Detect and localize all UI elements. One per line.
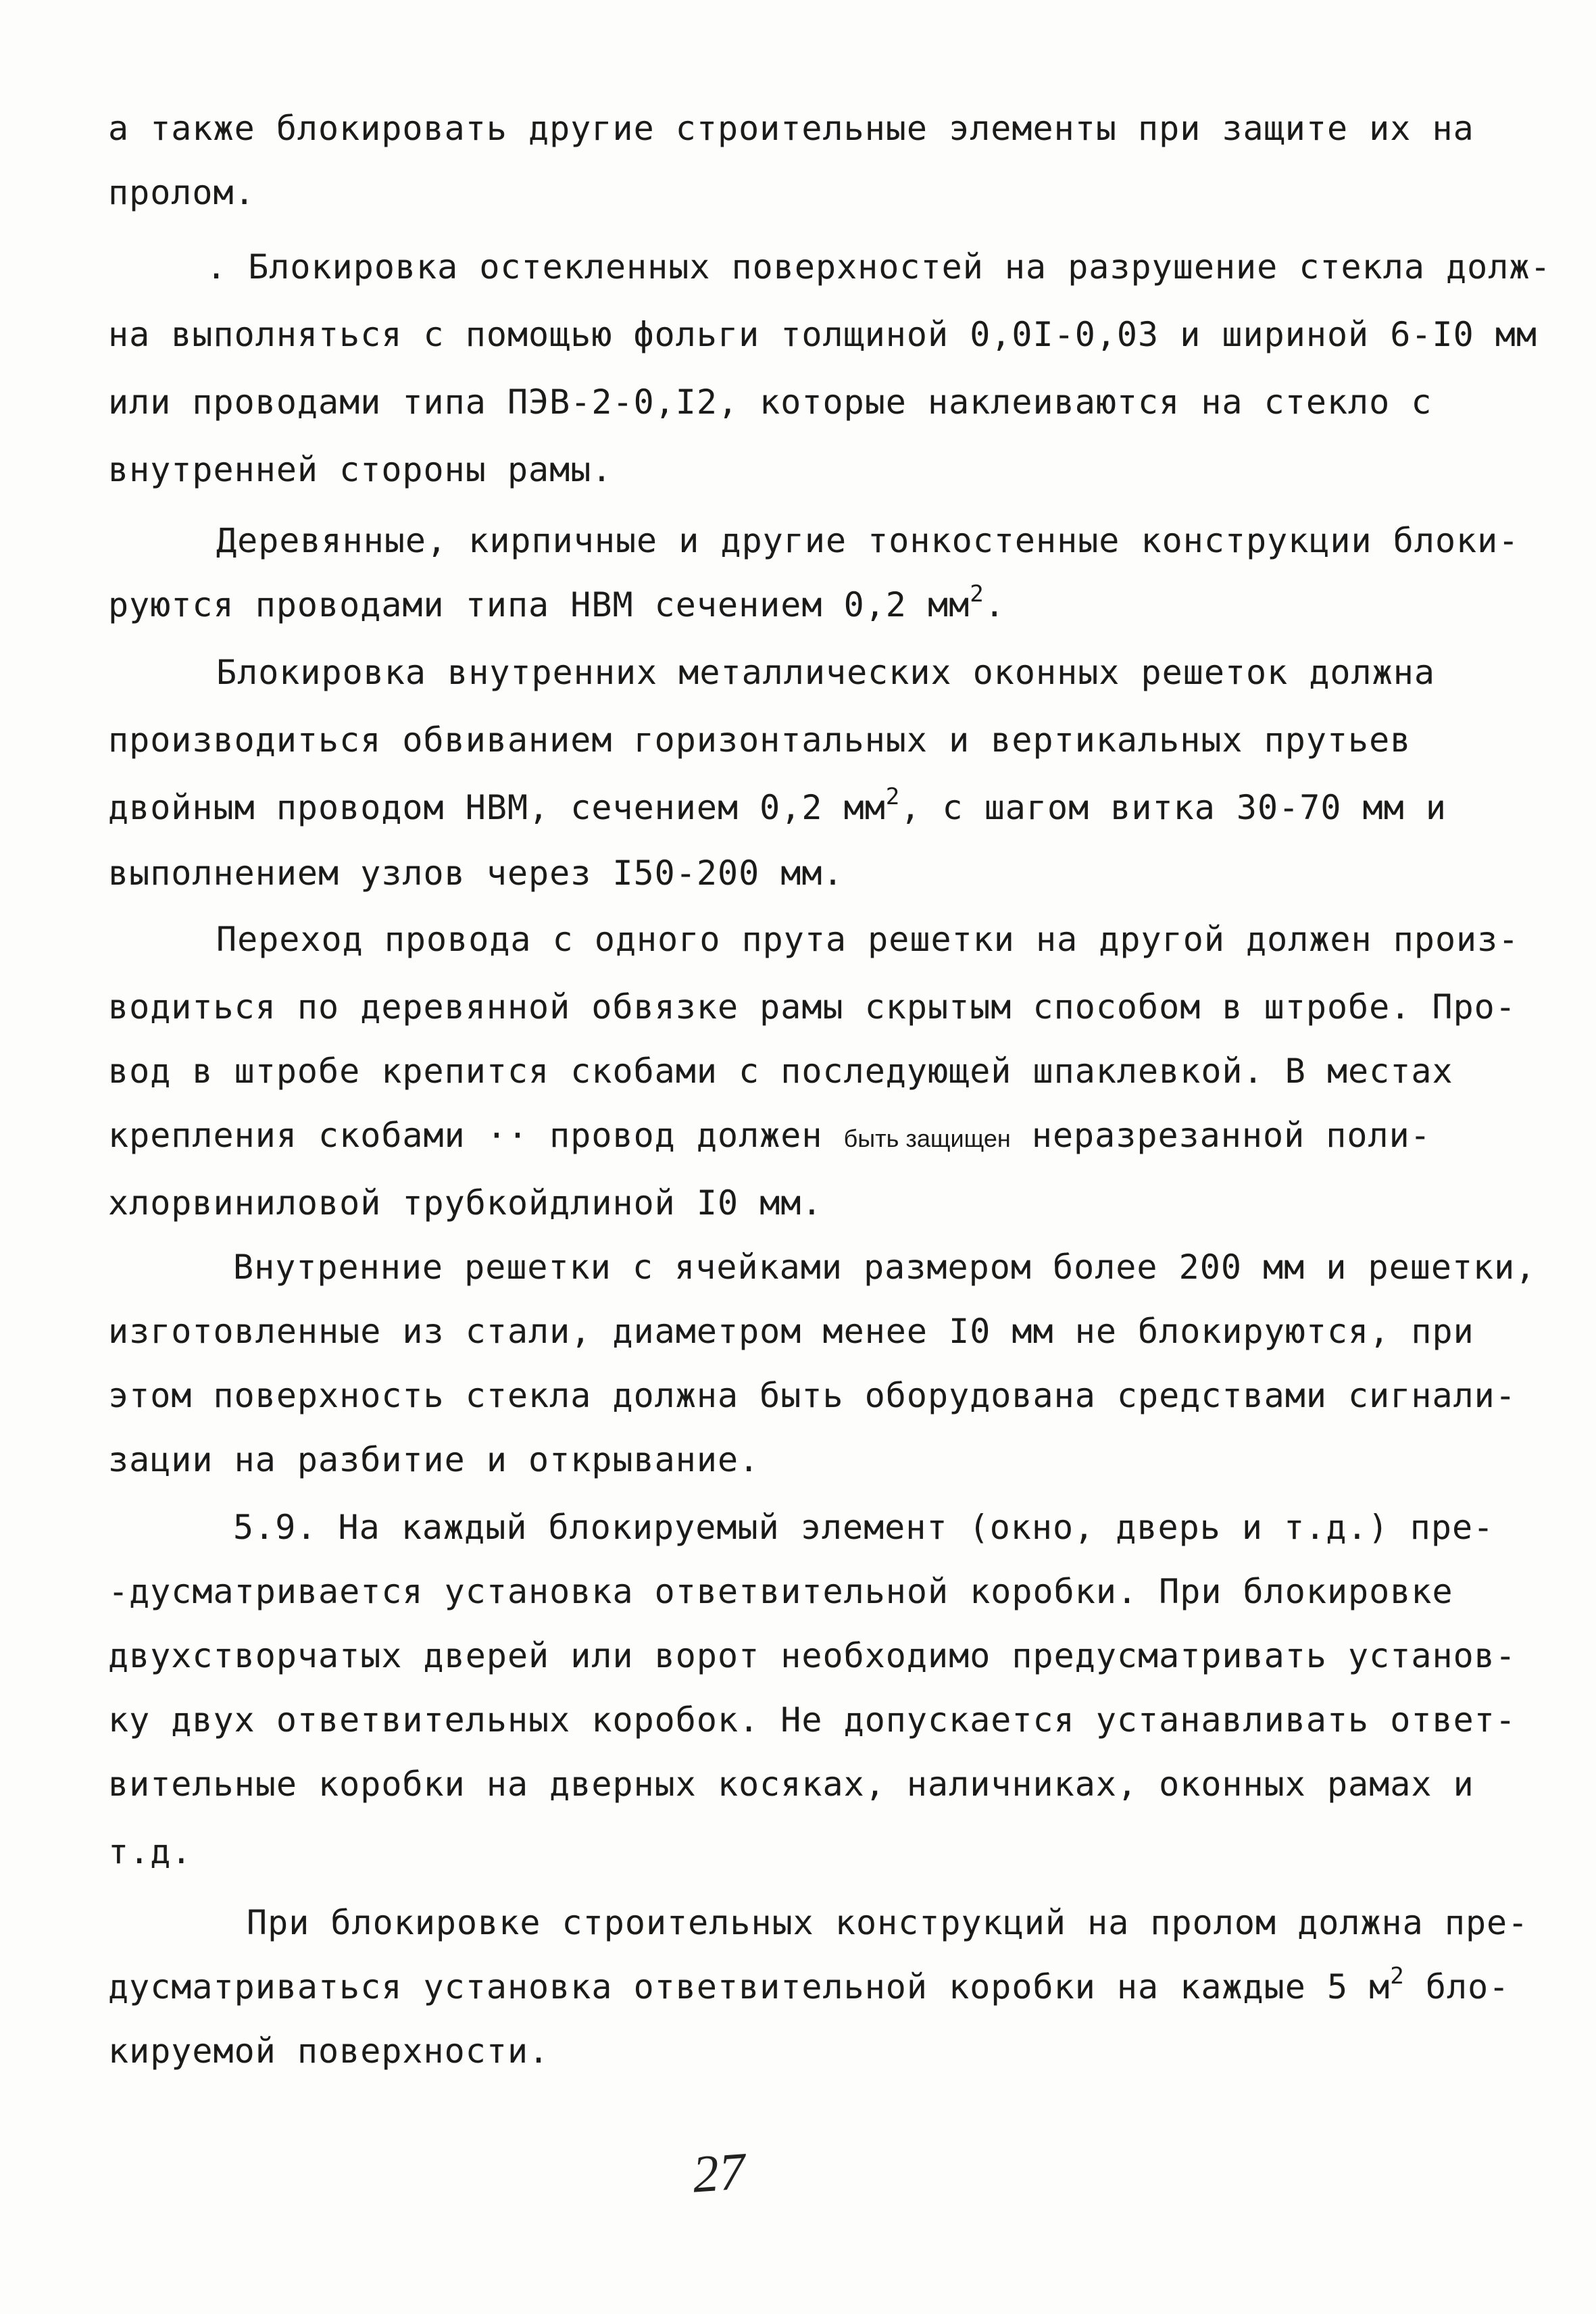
text-line: При блокировке строительных конструкций на пролом должна пре- xyxy=(247,1903,1529,1942)
text-line: 5.9. На каждый блокируемый элемент (окно, дверь и т.д.) пре- xyxy=(233,1508,1495,1547)
text-line xyxy=(108,783,1447,828)
text-line: Переход провода с одного прута решетки на другой должен произ- xyxy=(216,920,1520,959)
text-line: Деревянные, кирпичные и другие тонкостенные конструкции блоки- xyxy=(216,521,1520,560)
text-line: двухстворчатых дверей или ворот необходимо предусматривать установ- xyxy=(108,1636,1516,1675)
text-fragment: руются проводами типа НВМ сечением 0,2 мм xyxy=(108,585,970,624)
text-line: зации на разбитие и открывание. xyxy=(108,1440,760,1479)
text-line: Блокировка внутренних металлических оконных решеток должна xyxy=(216,653,1435,692)
text-line: -дусматривается установка ответвительной коробки. При блокировке xyxy=(108,1572,1453,1611)
text-line: водиться по деревянной обвязке рамы скрытым способом в штробе. Про- xyxy=(108,987,1516,1027)
text-line: выполнением узлов через I50-200 мм. xyxy=(108,854,844,893)
text-line: ку двух ответвительных коробок. Не допускается устанавливать ответ- xyxy=(108,1700,1516,1740)
superscript: 2 xyxy=(885,783,901,811)
text-line: т.д. xyxy=(108,1832,193,1871)
text-fragment: , с шагом витка 30-70 мм и xyxy=(900,788,1447,827)
text-fragment: двойным проводом НВМ, сечением 0,2 мм xyxy=(108,788,886,827)
text-line: изготовленные из стали, диаметром менее I0 мм не блокируются, при xyxy=(108,1312,1474,1351)
text-line: вод в штробе крепится скобами с последующей шпаклевкой. В местах xyxy=(108,1052,1453,1091)
text-line xyxy=(108,1963,1510,2007)
text-line: на выполняться с помощью фольги толщиной 0,0I-0,03 и шириной 6-I0 мм xyxy=(108,315,1537,354)
text-line: внутренней стороны рамы. xyxy=(108,450,613,489)
text-line: хлорвиниловой трубкойдлиной I0 мм. xyxy=(108,1183,823,1223)
text-line: вительные коробки на дверных косяках, наличниках, оконных рамах и xyxy=(108,1765,1474,1804)
text-line: производиться обвиванием горизонтальных и вертикальных прутьев xyxy=(108,720,1412,760)
text-line: . Блокировка остекленных поверхностей на разрушение стекла долж- xyxy=(206,247,1551,287)
text-fragment: дусматриваться установка ответвительной коробки на каждые 5 м xyxy=(108,1967,1391,2007)
text-fragment: неразрезанной поли- xyxy=(1031,1116,1431,1155)
superscript: 2 xyxy=(970,581,984,608)
text-fragment: крепления скобами ·· провод должен xyxy=(108,1116,823,1155)
text-line: Внутренние решетки с ячейками размером более 200 мм и решетки, xyxy=(233,1248,1537,1287)
text-fragment: бло- xyxy=(1425,1967,1510,2007)
inserted-text: быть защищен xyxy=(843,1125,1011,1152)
text-line: этом поверхность стекла должна быть оборудована средствами сигнали- xyxy=(108,1376,1516,1415)
text-line xyxy=(108,1115,1431,1159)
text-line: а также блокировать другие строительные элементы при защите их на xyxy=(108,109,1474,148)
text-line: или проводами типа ПЭВ-2-0,I2, которые наклеиваются на стекло с xyxy=(108,383,1432,422)
page-number: 27 xyxy=(691,2141,747,2204)
text-line: пролом. xyxy=(108,173,255,212)
text-line xyxy=(108,581,1005,625)
text-fragment: . xyxy=(984,585,1005,624)
superscript: 2 xyxy=(1390,1963,1405,1990)
text-line: кируемой поверхности. xyxy=(108,2032,550,2071)
